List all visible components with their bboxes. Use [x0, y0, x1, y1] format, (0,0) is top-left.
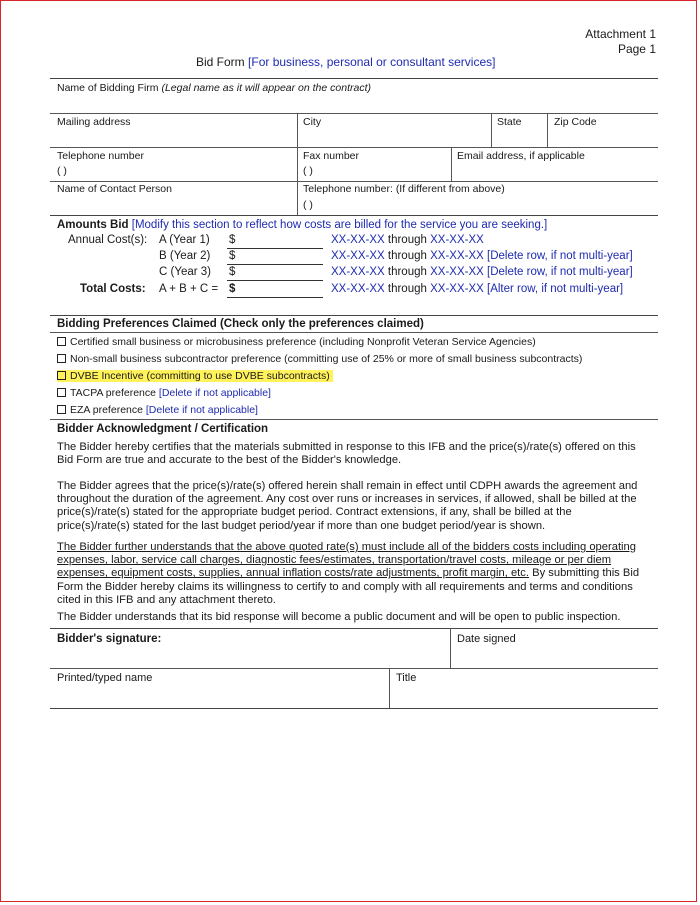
range-start: XX-XX-XX: [331, 283, 385, 295]
preference-item[interactable]: [57, 336, 536, 348]
telephone-alt-field[interactable]: ( ): [303, 199, 313, 211]
signature-label[interactable]: Bidder's signature:: [57, 633, 162, 645]
checkbox[interactable]: [57, 371, 66, 380]
text-line: price(s)/rate(s) stated for the last budget period/year if more than one budget period/year is shown.: [57, 519, 546, 532]
range-through: through: [387, 234, 427, 246]
range-end: XX-XX-XX: [430, 234, 484, 246]
checkbox[interactable]: [57, 405, 66, 414]
rule-contact: [50, 181, 658, 182]
range-start: XX-XX-XX: [331, 250, 385, 262]
rule-address: [50, 113, 658, 114]
telephone-label: Telephone number: [57, 150, 144, 162]
telephone-alt-label: Telephone number: (If different from above): [303, 183, 505, 195]
telephone-field[interactable]: ( ): [57, 165, 67, 177]
amount-input-line[interactable]: [227, 297, 323, 298]
attachment-label: Attachment 1: [585, 27, 656, 41]
page-number: Page 1: [617, 42, 656, 56]
text-line: expenses, labor, service call charges, diagnostic fees/estimates, transportation/travel costs, mileage or per diem: [57, 554, 612, 567]
city-label: City: [303, 116, 322, 128]
checkbox[interactable]: [57, 337, 66, 346]
text-line: Form the Bidder hereby claims its willingness to certify to and comply with all requirements and terms and conditions: [57, 580, 633, 593]
range-through: through: [387, 283, 427, 295]
range-start: XX-XX-XX: [331, 266, 385, 278]
zip-code-label: Zip Code: [554, 116, 597, 128]
rule-bottom: [50, 708, 658, 709]
range-end: XX-XX-XX: [430, 283, 484, 295]
amount-row-dollar: $: [229, 250, 236, 262]
preference-label: Certified small business or microbusiness preference (including Nonprofit Veteran Service Agencies): [70, 336, 536, 348]
amount-range: [331, 266, 633, 278]
form-title-note: [For business, personal or consultant services]: [248, 55, 496, 69]
amount-range: [331, 234, 484, 246]
range-note: [Delete row, if not multi-year]: [487, 250, 633, 262]
certification-paragraph-1: [57, 441, 636, 467]
preference-item[interactable]: [57, 387, 271, 399]
preferences-heading: Bidding Preferences Claimed (Check only the preferences claimed): [57, 318, 424, 330]
preference-item[interactable]: [57, 404, 258, 416]
divider-city: [297, 113, 298, 148]
range-through: through: [387, 250, 427, 262]
fax-field[interactable]: ( ): [303, 165, 313, 177]
text-tail: By submitting this Bid: [529, 567, 640, 580]
preference-label: TACPA preference: [70, 387, 156, 399]
text-line: cited in this IFB and any attachment thereto.: [57, 593, 276, 606]
certification-paragraph-2: [57, 480, 637, 533]
amount-row-dollar: $: [229, 234, 236, 246]
rule-printed: [50, 668, 658, 669]
amount-row-dollar: $: [229, 283, 236, 295]
amount-row-label: B (Year 2): [159, 250, 211, 262]
rule-amounts: [50, 215, 658, 216]
rule-preferences: [50, 315, 658, 316]
text-line: The Bidder hereby certifies that the materials submitted in response to this IFB and the price(s)/rate(s) offered on this: [57, 441, 636, 453]
checkbox[interactable]: [57, 388, 66, 397]
email-label: Email address, if applicable: [457, 150, 585, 162]
rule-phone: [50, 147, 658, 148]
preference-label: Non-small business subcontractor preference (committing use of 25% or more of small business subcontracts): [70, 353, 583, 365]
divider-email: [451, 147, 452, 181]
amounts-heading-note: [Modify this section to reflect how costs are billed for the service you are seeking.]: [131, 219, 548, 231]
text-line: Bid Form are true and accurate to the best of the Bidder's knowledge.: [57, 454, 402, 467]
amount-input-line[interactable]: [227, 280, 323, 281]
contact-person-label: Name of Contact Person: [57, 183, 172, 195]
form-title: [196, 55, 495, 69]
fax-label: Fax number: [303, 150, 360, 162]
firm-name-field[interactable]: [57, 82, 371, 94]
amount-input-line[interactable]: [227, 248, 323, 249]
date-signed-label[interactable]: Date signed: [457, 633, 516, 645]
amounts-heading: [57, 219, 547, 231]
total-costs-label: Total Costs:: [80, 283, 146, 295]
divider-title: [389, 668, 390, 708]
range-through: through: [387, 266, 427, 278]
firm-name-note: (Legal name as it will appear on the contract): [161, 82, 371, 94]
preference-label: EZA preference: [70, 404, 143, 416]
preference-note: [Delete if not applicable]: [145, 404, 258, 416]
range-end: XX-XX-XX: [430, 266, 484, 278]
amount-row-label: A + B + C =: [159, 283, 219, 295]
printed-name-label[interactable]: Printed/typed name: [57, 672, 153, 684]
certification-paragraph-4: The Bidder understands that its bid response will become a public document and will be open to public inspection.: [57, 611, 621, 623]
rule-top: [50, 78, 658, 79]
divider-zip: [547, 113, 548, 148]
firm-name-label: Name of Bidding Firm: [57, 82, 159, 94]
amount-input-line[interactable]: [227, 264, 323, 265]
text-underlined: expenses, equipment costs, supplies, annual inflation costs/rate adjustments, profit margin, etc.: [57, 567, 529, 580]
text-line: price(s)/rate(s) stated for the appropriate budget period. Contract extensions, if any, shall be billed at the: [57, 506, 572, 519]
preference-item[interactable]: [57, 353, 582, 365]
text-line: The Bidder further understands that the above quoted rate(s) must include all of the bidders costs including operating: [57, 541, 636, 553]
checkbox[interactable]: [57, 354, 66, 363]
dvbe-highlight: [57, 370, 333, 382]
amount-row-label: C (Year 3): [159, 266, 211, 278]
preference-note: [Delete if not applicable]: [158, 387, 271, 399]
text-line: The Bidder agrees that the price(s)/rate(s) offered herein shall remain in effect until CDPH awards the agreement and: [57, 480, 638, 492]
amounts-heading-title: Amounts Bid: [57, 219, 129, 231]
rule-certification: [50, 419, 658, 420]
title-label[interactable]: Title: [396, 672, 417, 684]
amount-range: [331, 250, 633, 262]
text-line: [57, 567, 639, 580]
text-line: throughout the duration of the agreement. Any cost over runs or increases in services, if allowed, shall be billed at the: [57, 493, 637, 506]
divider-date: [450, 628, 451, 668]
preference-item[interactable]: [57, 370, 333, 382]
divider-state: [491, 113, 492, 148]
certification-heading: Bidder Acknowledgment / Certification: [57, 423, 269, 435]
range-note: [Delete row, if not multi-year]: [487, 266, 633, 278]
amount-range: [331, 283, 623, 295]
annual-cost-label: Annual Cost(s):: [68, 234, 148, 246]
rule-signature: [50, 628, 658, 629]
range-note: [Alter row, if not multi-year]: [487, 283, 624, 295]
range-start: XX-XX-XX: [331, 234, 385, 246]
mailing-address-label: Mailing address: [57, 116, 131, 128]
preference-label: DVBE Incentive (committing to use DVBE subcontracts): [70, 370, 330, 382]
state-label: State: [497, 116, 522, 128]
rule-preferences-sub: [50, 332, 658, 333]
form-title-main: Bid Form: [196, 55, 245, 69]
certification-paragraph-3: [57, 541, 639, 607]
range-end: XX-XX-XX: [430, 250, 484, 262]
amount-row-dollar: $: [229, 266, 236, 278]
amount-row-label: A (Year 1): [159, 234, 210, 246]
